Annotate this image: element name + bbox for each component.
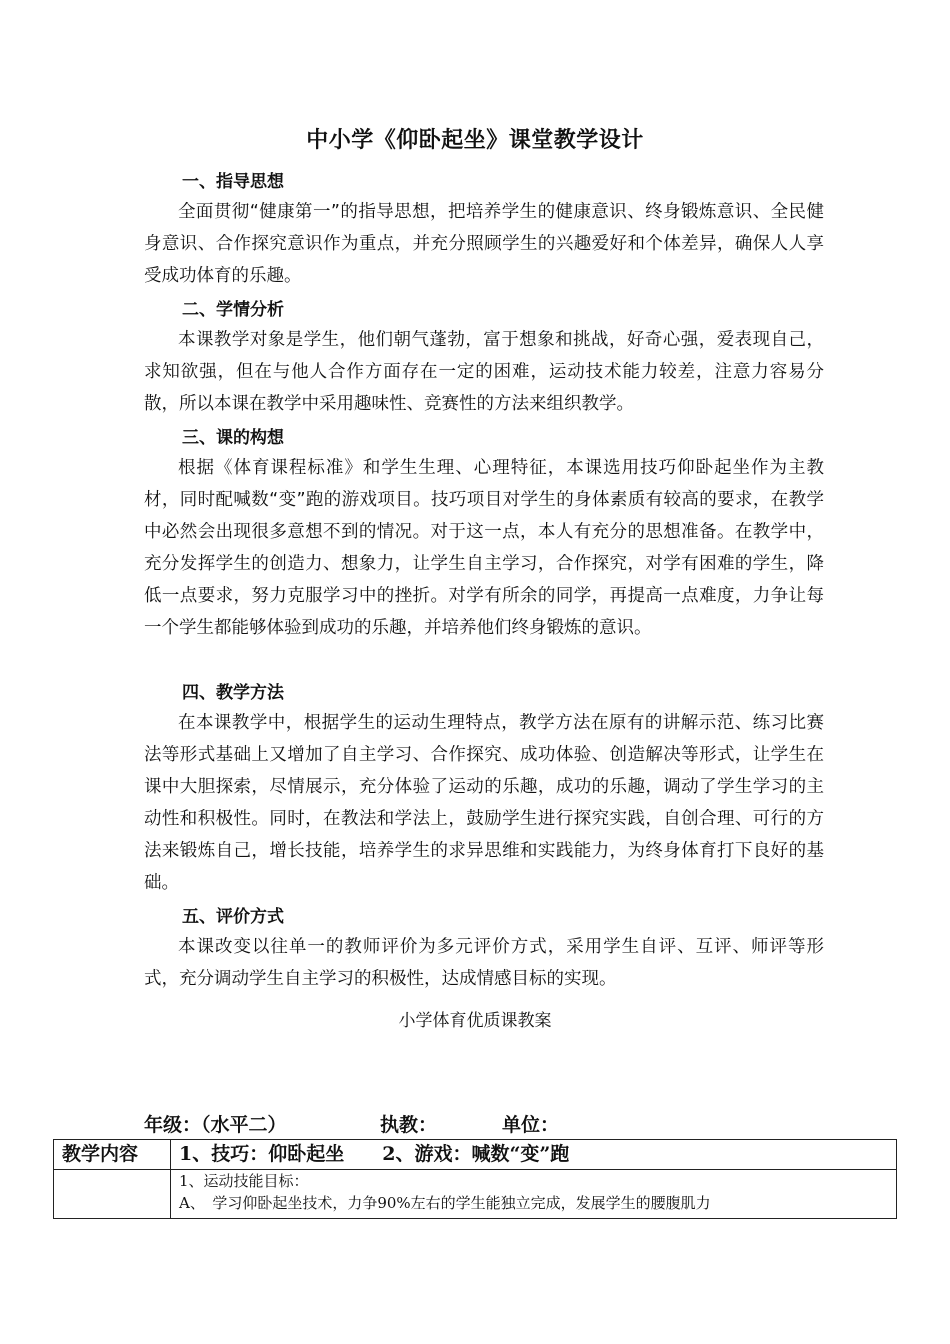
table-row [54, 1140, 897, 1170]
page-title: 中小学《仰卧起坐》课堂教学设计 [306, 128, 644, 153]
empty-cell [54, 1170, 171, 1219]
teacher-label: 执教： [380, 1114, 438, 1136]
teaching-goals-cell [171, 1170, 897, 1219]
grade-label: 年级：（水平二） [144, 1114, 287, 1136]
unit-label: 单位： [502, 1114, 560, 1136]
section-guiding-ideology [144, 170, 824, 292]
lesson-plan-table [53, 1139, 897, 1219]
section-body: 本课改变以往单一的教师评价为多元评价方式，采用学生自评、互评、师评等形式，充分调动学生自主学习的积极性，达成情感目标的实现。 [144, 937, 824, 989]
section-body: 本课教学对象是学生，他们朝气蓬勃，富于想象和挑战，好奇心强，爱表现自己，求知欲强，但在与他人合作方面存在一定的困难，运动技术能力较差，注意力容易分散，所以本课在教学中采用趣味性、竞赛性的方法来组织教学。 [144, 330, 824, 414]
section-teaching-method [144, 681, 824, 899]
lesson-plan-subtitle: 小学体育优质课教案 [398, 1011, 552, 1031]
goal-item-a: A、 学习仰卧起坐技术，力争90%左右的学生能独立完成，发展学生的腰腹肌力 [179, 1194, 711, 1212]
section-heading: 三、课的构想 [182, 428, 284, 448]
section-student-analysis [144, 298, 824, 420]
grade-info-line [144, 1110, 559, 1140]
section-lesson-concept [144, 426, 824, 644]
table-row [54, 1170, 897, 1219]
teaching-content-label: 教学内容 [54, 1140, 171, 1170]
section-heading: 五、评价方式 [182, 907, 284, 927]
section-heading: 一、指导思想 [182, 172, 284, 192]
section-body: 全面贯彻“健康第一”的指导思想，把培养学生的健康意识、终身锻炼意识、全民健身意识、合作探究意识作为重点，并充分照顾学生的兴趣爱好和个体差异，确保人人享受成功体育的乐趣。 [144, 202, 824, 286]
section-body: 根据《体育课程标准》和学生生理、心理特征，本课选用技巧仰卧起坐作为主教材，同时配喊数“变”跑的游戏项目。技巧项目对学生的身体素质有较高的要求，在教学中必然会出现很多意想不到的情况。对于这一点，本人有充分的思想准备。在教学中，充分发挥学生的创造力、想象力，让学生自主学习，合作探究，对学有困难的学生，降低一点要求，努力克服学习中的挫折。对学有所余的同学，再提高一点难度，力争让每一个学生都能够体验到成功的乐趣，并培养他们终身锻炼的意识。 [144, 458, 824, 638]
section-body: 在本课教学中，根据学生的运动生理特点，教学方法在原有的讲解示范、练习比赛法等形式基础上又增加了自主学习、合作探究、成功体验、创造解决等形式，让学生在课中大胆探索，尽情展示，充分体验了运动的乐趣，成功的乐趣，调动了学生学习的主动性和积极性。同时，在教法和学法上，鼓励学生进行探究实践，自创合理、可行的方法来锻炼自己，增长技能，培养学生的求异思维和实践能力，为终身体育打下良好的基础。 [144, 713, 824, 893]
teaching-content-value: 1、技巧：仰卧起坐 2、游戏：喊数“变”跑 [171, 1140, 897, 1170]
section-heading: 四、教学方法 [182, 683, 284, 703]
section-evaluation [144, 905, 824, 995]
section-heading: 二、学情分析 [182, 300, 284, 320]
goal-heading: 1、运动技能目标： [179, 1172, 309, 1190]
